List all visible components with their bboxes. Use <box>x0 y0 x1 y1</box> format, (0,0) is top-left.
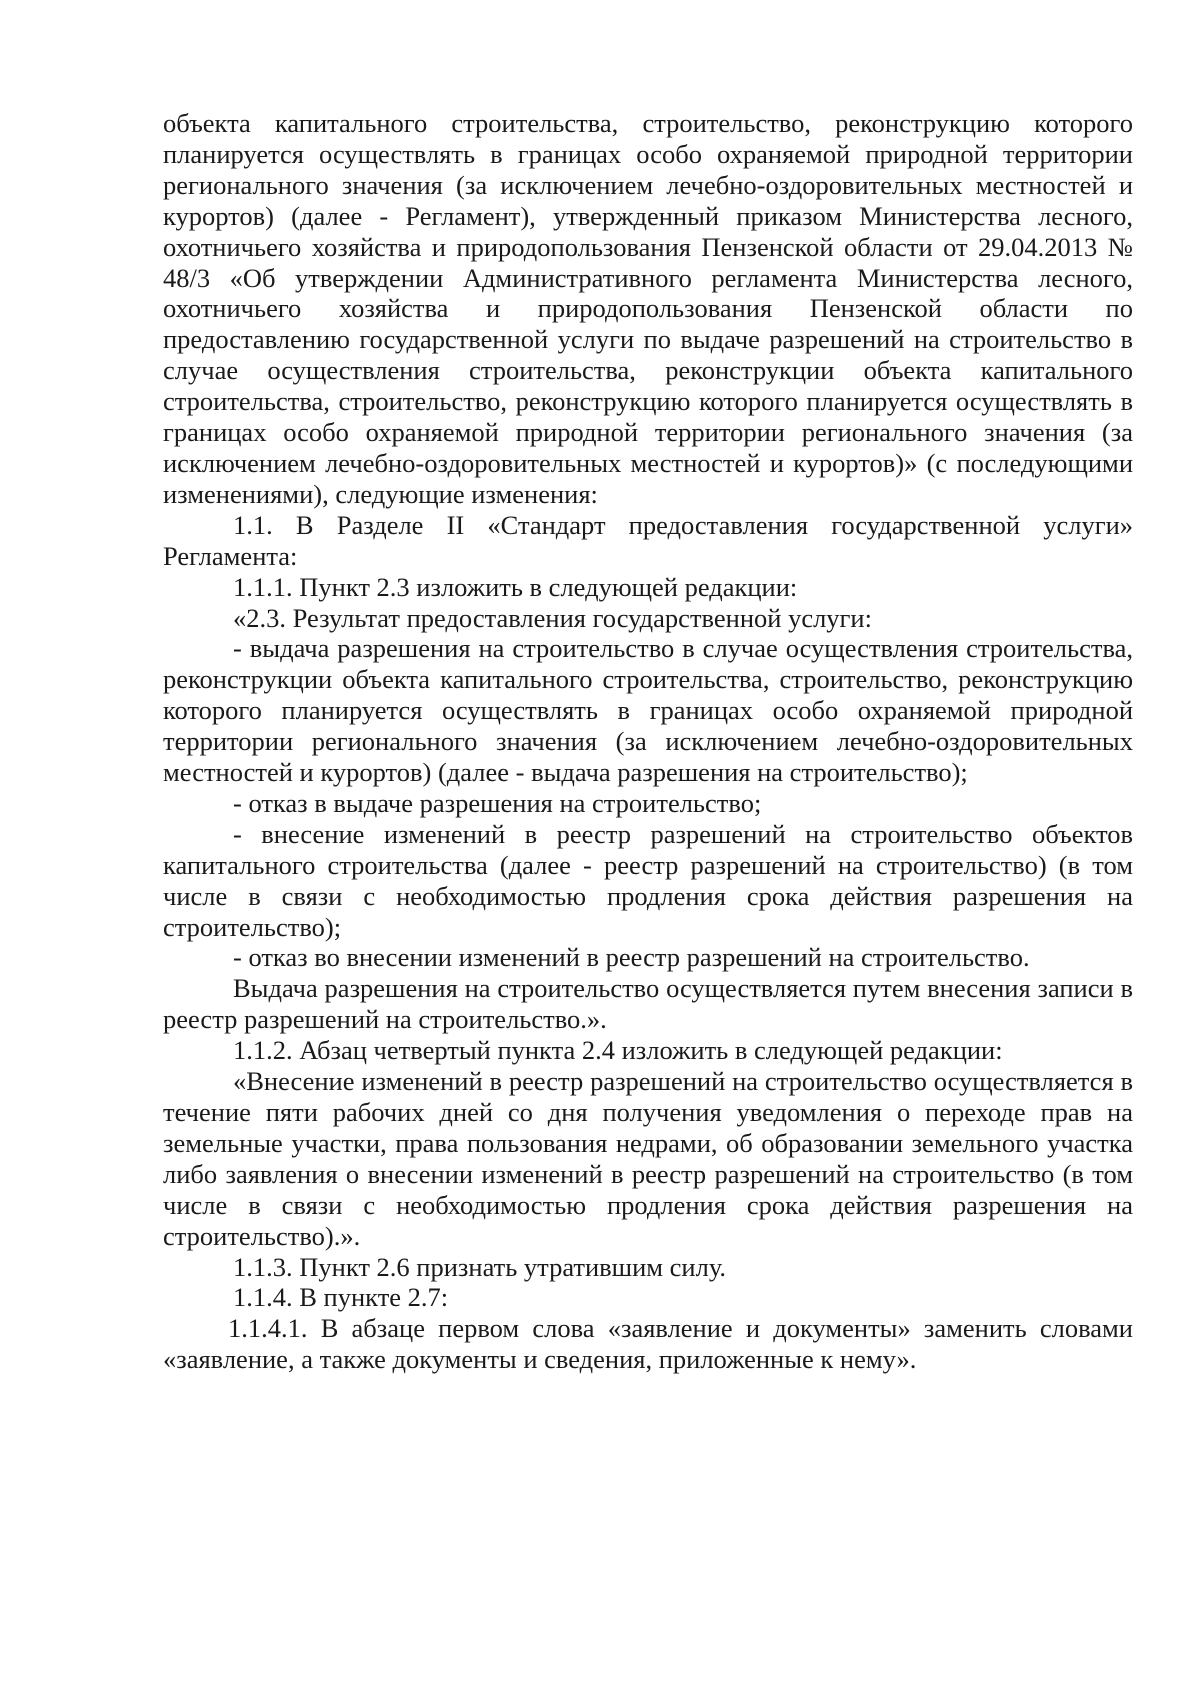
paragraph-1-1-4: 1.1.4. В пункте 2.7: <box>233 1282 449 1313</box>
list-item-issuance: - выдача разрешения на строительство в случае осуществления строительства, реконструкции объекта капитального строительства, строительство, реконструкцию которого планируется осуществлять в границах особо охраняемой природной территории регионального значения (за исключением лечебно-оздоровительных местностей и курортов) (далее - выдача разрешения на строительство); <box>163 633 1133 788</box>
document-body <box>163 108 1133 1375</box>
paragraph-1-1-1: 1.1.1. Пункт 2.3 изложить в следующей редакции: <box>233 571 798 602</box>
paragraph-issuance-note: Выдача разрешения на строительство осуществляется путем внесения записи в реестр разрешений на строительство.». <box>163 973 1133 1035</box>
paragraph-1-1: 1.1. В Разделе II «Стандарт предоставления государственной услуги» Регламента: <box>163 509 1133 571</box>
list-item-registry-changes: - внесение изменений в реестр разрешений на строительство объектов капитального строительства (далее - реестр разрешений на строительство) (в том числе в связи с необходимостью продления срока действия разрешения на строительство); <box>163 818 1133 942</box>
paragraph-1-1-3: 1.1.3. Пункт 2.6 признать утратившим силу. <box>233 1251 727 1282</box>
paragraph-2-3-heading: «2.3. Результат предоставления государственной услуги: <box>233 602 872 633</box>
list-item-registry-refusal: - отказ во внесении изменений в реестр разрешений на строительство. <box>233 942 1030 973</box>
paragraph-registry-changes-term: «Внесение изменений в реестр разрешений на строительство осуществляется в течение пяти рабочих дней со дня получения уведомления о переходе прав на земельные участки, права пользования недрами, об образовании земельного участка либо заявления о внесении изменений в реестр разрешений на строительство (в том числе в связи с необходимостью продления срока действия разрешения на строительство).». <box>163 1066 1133 1251</box>
paragraph-1-1-2: 1.1.2. Абзац четвертый пункта 2.4 изложить в следующей редакции: <box>233 1035 1003 1066</box>
paragraph-regulation-title: объекта капитального строительства, строительство, реконструкцию которого планируется осуществлять в границах особо охраняемой природной территории регионального значения (за исключением лечебно-оздоровительных местностей и курортов) (далее - Регламент), утвержденный приказом Министерства лесного, охотничьего хозяйства и природопользования Пензенской области от 29.04.2013 № 48/3 «Об утверждении Административного регламента Министерства лесного, охотничьего хозяйства и природопользования Пензенской области по предоставлению государственной услуги по выдаче разрешений на строительство в случае осуществления строительства, реконструкции объекта капитального строительства, строительство, реконструкцию которого планируется осуществлять в границах особо охраняемой природной территории регионального значения (за исключением лечебно-оздоровительных местностей и курортов)» (с последующими изменениями), следующие изменения: <box>163 108 1133 509</box>
list-item-refusal: - отказ в выдаче разрешения на строительство; <box>233 787 762 818</box>
paragraph-1-1-4-1: 1.1.4.1. В абзаце первом слова «заявление и документы» заменить словами «заявление, а также документы и сведения, приложенные к нему». <box>163 1313 1133 1375</box>
